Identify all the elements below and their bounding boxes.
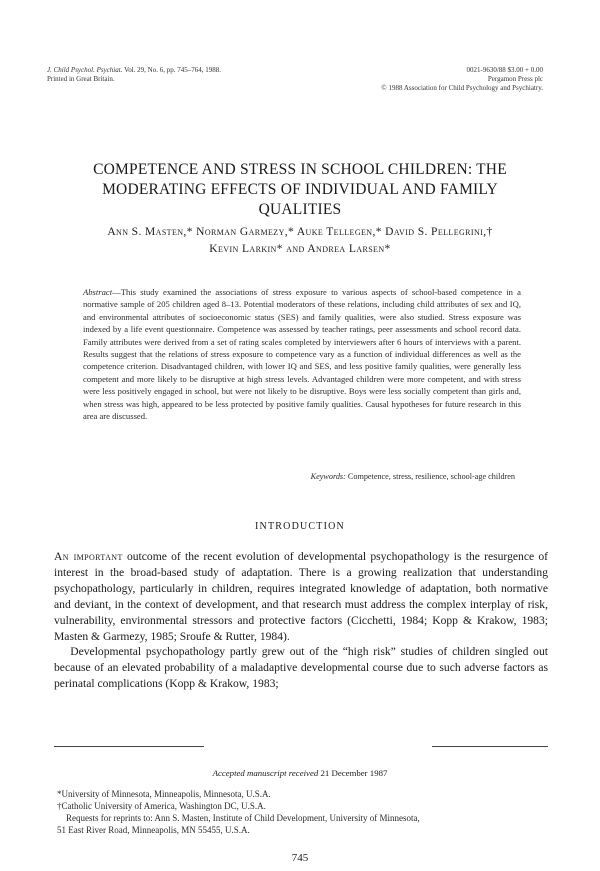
- keywords-label: Keywords:: [310, 472, 346, 481]
- section-heading: INTRODUCTION: [255, 521, 345, 532]
- keywords: [311, 472, 515, 481]
- affiliation-footnote: *University of Minnesota, Minneapolis, Minnesota, U.S.A.: [57, 789, 271, 799]
- paragraph-lead-in: An important: [54, 550, 123, 563]
- journal-name: J. Child Psychol. Psychiat.: [47, 66, 123, 74]
- page-number: 745: [291, 852, 309, 864]
- title-line-3: QUALITIES: [258, 201, 342, 218]
- paragraph: [54, 549, 548, 644]
- title-line-1: COMPETENCE AND STRESS IN SCHOOL CHILDREN: THE: [93, 161, 507, 178]
- paragraph: Developmental psychopathology partly grew out of the “high risk” studies of children singled out because of an elevated probability of a maladaptive developmental course due to such adverse factors as perinatal complications (Kopp & Krakow, 1983;: [54, 645, 548, 691]
- keywords-text: Competence, stress, resilience, school-age children: [345, 472, 515, 481]
- paper-title: [40, 160, 560, 220]
- reprint-request-line: 51 East River Road, Minneapolis, MN 55455, U.S.A.: [57, 825, 250, 835]
- running-header-right: [381, 66, 543, 93]
- body-text: [54, 549, 548, 692]
- abstract-label: Abstract: [83, 287, 113, 297]
- affiliation-footnote: †Catholic University of America, Washington DC, U.S.A.: [57, 801, 266, 811]
- accepted-label: Accepted manuscript received: [212, 768, 319, 778]
- authors-line-1: Ann S. Masten,* Norman Garmezy,* Auke Tellegen,* David S. Pellegrini,†: [107, 226, 493, 238]
- author-list: [40, 224, 560, 258]
- accepted-date: 21 December 1987: [318, 768, 388, 778]
- abstract: [83, 286, 521, 422]
- running-header-left: [47, 66, 221, 84]
- abstract-text: —This study examined the associations of stress exposure to various aspects of school-based competence in a normative sample of 205 children aged 8–13. Potential moderators of these relations, including child attributes of sex and IQ, and environmental attributes of socioeconomic status (SES) and family qualities, were also studied. Stress exposure was indexed by a life event questionnaire. Competence was assessed by teacher ratings, peer assessments and school record data. Family attributes were derived from a set of rating scales completed by interviewers after 6 hours of interviews with a parent. Results suggest that the relations of stress exposure to competence vary as a function of individual differences as well as the competence criterion. Disadvantaged children, with lower IQ and SES, and less positive family qualities, were generally less competent and more likely to be disruptive at high stress levels. Advantaged children were more competent, and with stress were less positively engaged in school, but were not likely to be disruptive. Boys were less socially competent than girls and, when stress was high, appeared to be less protected by positive family qualities. Causal hypotheses for future research in this area are discussed.: [83, 287, 521, 422]
- footnote-divider-left: [54, 746, 204, 747]
- publisher: Pergamon Press plc: [487, 75, 543, 83]
- printed-in: Printed in Great Britain.: [47, 75, 115, 83]
- issn-price: 0021-9630/88 $3.00 + 0.00: [466, 66, 543, 74]
- paragraph-text: outcome of the recent evolution of developmental psychopathology is the resurgence of interest in the broad-based study of adaptation. There is a growing realization that understanding psychopathology, particularly in children, requires integrated knowledge of adaptation, both normative and deviant, in the context of development, and that research must address the complex interplay of risk, vulnerability, environmental stressors and protective factors (Cicchetti, 1984; Kopp & Krakow, 1983; Masten & Garmezy, 1985; Sroufe & Rutter, 1984).: [54, 550, 548, 643]
- accepted-note: [40, 768, 560, 778]
- volume-info: Vol. 29, No. 6, pp. 745–764, 1988.: [124, 66, 221, 74]
- footnote-divider-right: [432, 746, 548, 747]
- copyright: © 1988 Association for Child Psychology and Psychiatry.: [381, 84, 543, 92]
- footnotes: [57, 788, 551, 836]
- title-line-2: MODERATING EFFECTS OF INDIVIDUAL AND FAMILY: [102, 181, 498, 198]
- authors-line-2: Kevin Larkin* and Andrea Larsen*: [209, 243, 391, 255]
- reprint-request-line: Requests for reprints to: Ann S. Masten, Institute of Child Development, University of Minnesota,: [66, 813, 420, 823]
